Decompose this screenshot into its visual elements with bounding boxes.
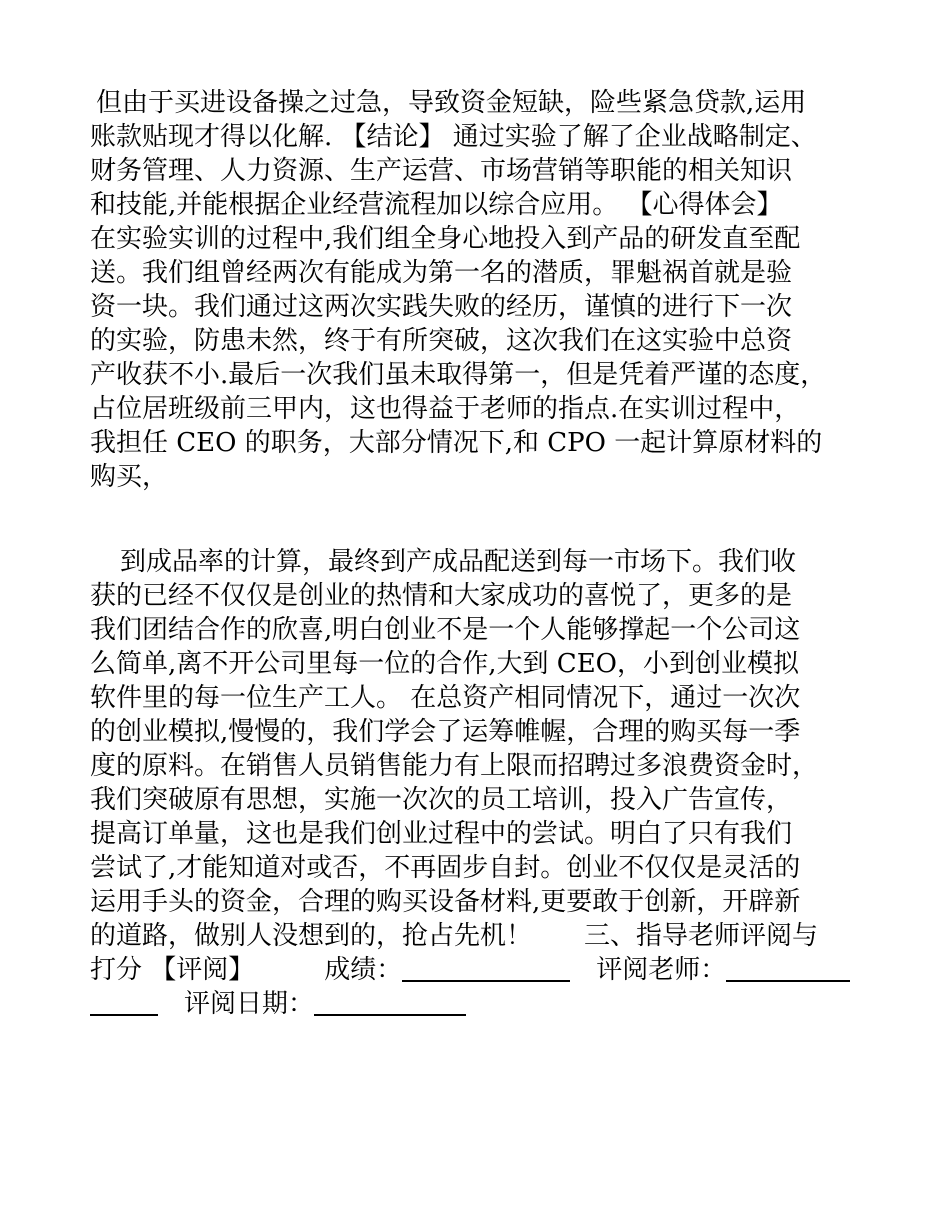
text-line: 的实验，防患未然，终于有所突破，这次我们在这实验中总资 (90, 326, 793, 356)
text-line: 和技能,并能根据企业经营流程加以综合应用。 【心得体会】 (90, 190, 783, 220)
text-line: 尝试了,才能知道对或否，不再固步自封。创业不仅仅是灵活的 (90, 853, 801, 883)
text-line: 的创业模拟,慢慢的，我们学会了运筹帷幄，合理的购买每一季 (90, 717, 801, 747)
paragraph-conclusion (90, 86, 870, 494)
text-line: 我们突破原有思想，实施一次次的员工培训，投入广告宣传， (90, 785, 793, 815)
text-line: 么简单,离不开公司里每一位的合作,大到 CEO，小到创业模拟 (90, 649, 799, 679)
review-date-label: 评阅日期： (184, 989, 315, 1019)
text-line: 我们团结合作的欣喜,明白创业不是一个人能够撑起一个公司这 (90, 615, 801, 645)
text-line: 在实验实训的过程中,我们组全身心地投入到产品的研发直至配 (90, 224, 801, 254)
reviewer-blank-continued[interactable] (90, 988, 158, 1016)
text-line: 资一块。我们通过这两次实践失败的经历，谨慎的进行下一次 (90, 292, 793, 322)
text-line: 提高订单量，这也是我们创业过程中的尝试。明白了只有我们 (90, 819, 793, 849)
text-line: 占位居班级前三甲内，这也得益于老师的指点.在实训过程中， (90, 394, 801, 424)
evaluation-heading: 打分 【评阅】 (90, 955, 255, 985)
grade-label: 成绩： (324, 955, 403, 985)
text-line: 财务管理、人力资源、生产运营、市场营销等职能的相关知识 (90, 156, 793, 186)
paragraph-reflection (90, 545, 870, 1021)
text-line: 软件里的每一位生产工人。 在总资产相同情况下，通过一次次 (90, 683, 801, 713)
text-line: 产收获不小.最后一次我们虽未取得第一，但是凭着严谨的态度， (90, 360, 827, 390)
text-line: 运用手头的资金，合理的购买设备材料,更要敢于创新，开辟新 (90, 887, 801, 917)
evaluation-date-line (90, 987, 870, 1021)
reviewer-blank[interactable] (726, 954, 850, 982)
text-line: 但由于买进设备操之过急，导致资金短缺，险些紧急贷款,运用 (96, 88, 807, 118)
reviewer-label: 评阅老师： (596, 955, 727, 985)
review-date-blank[interactable] (314, 988, 466, 1016)
text-line: 我担任 CEO 的职务，大部分情况下,和 CPO 一起计算原材料的 (90, 428, 823, 458)
text-line: 购买， (90, 462, 169, 492)
text-line: 的道路，做别人没想到的，抢占先机！ 三、指导老师评阅与 (90, 921, 819, 951)
text-line: 度的原料。在销售人员销售能力有上限而招聘过多浪费资金时， (90, 751, 819, 781)
grade-blank[interactable] (402, 954, 570, 982)
text-line: 送。我们组曾经两次有能成为第一名的潜质，罪魁祸首就是验 (90, 258, 793, 288)
evaluation-line (90, 953, 870, 987)
text-line: 账款贴现才得以化解. 【结论】 通过实验了解了企业战略制定、 (90, 122, 817, 152)
text-line: 获的已经不仅仅是创业的热情和大家成功的喜悦了，更多的是 (90, 581, 793, 611)
text-line: 到成品率的计算，最终到产成品配送到每一市场下。我们收 (120, 547, 797, 577)
